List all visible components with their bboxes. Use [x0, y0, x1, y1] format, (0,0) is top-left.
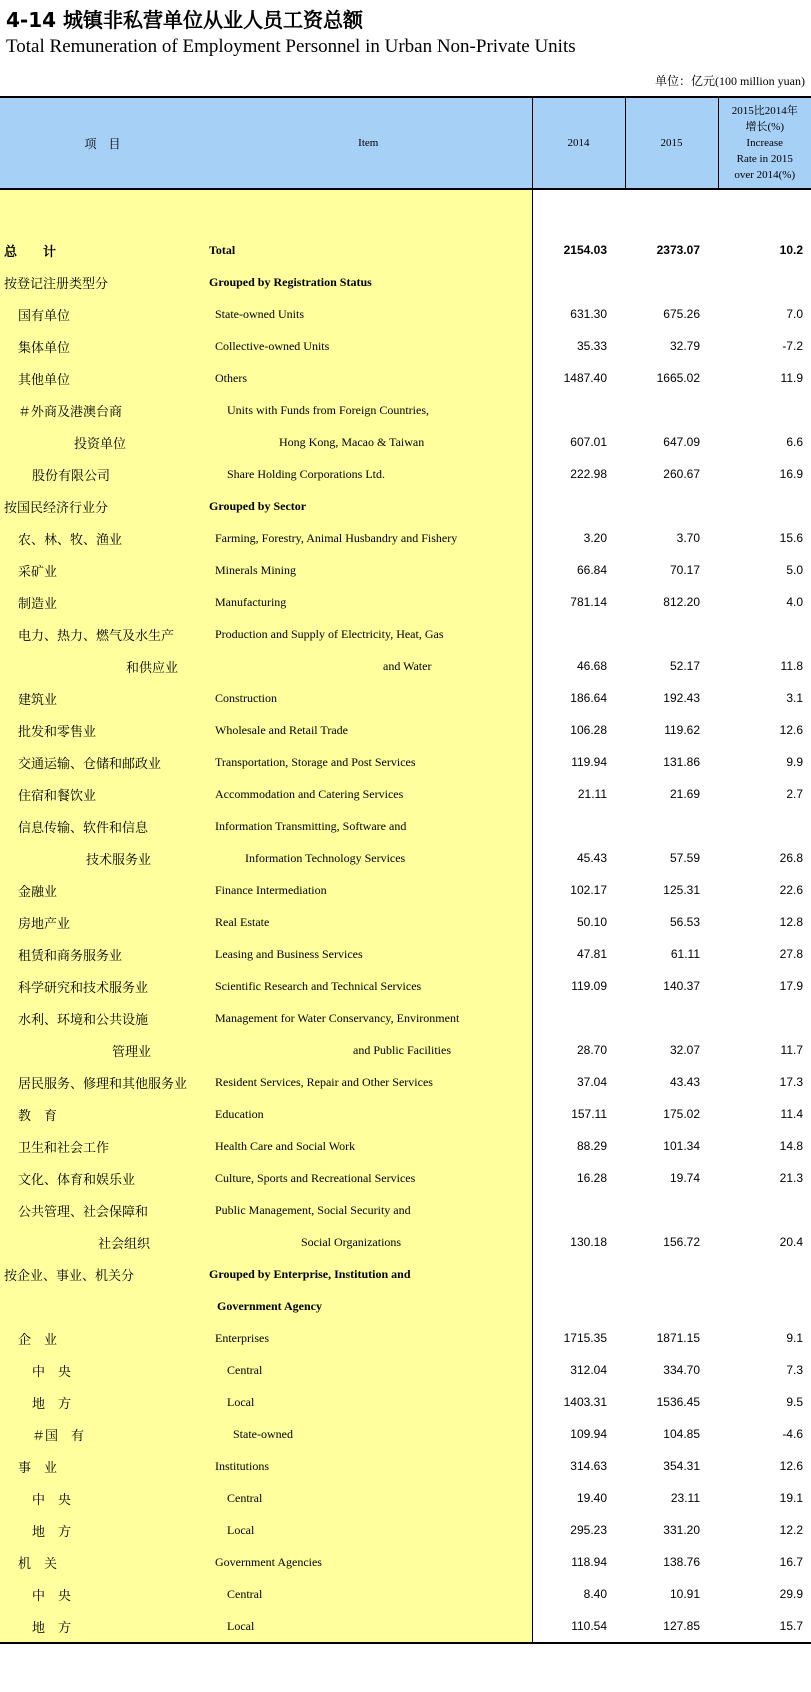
spacer-cell [625, 189, 718, 234]
value-2014: 631.30 [570, 307, 607, 321]
change-rate: 9.5 [786, 1395, 803, 1409]
value-2014: 35.33 [576, 339, 607, 353]
change-rate: 2.7 [786, 787, 803, 801]
change-rate: 16.7 [779, 1555, 803, 1569]
row-label-en: Health Care and Social Work [205, 1130, 532, 1162]
row-label-en: Information Transmitting, Software and [205, 810, 532, 842]
change-rate: 22.6 [779, 883, 803, 897]
change-rate: 27.8 [779, 947, 803, 961]
table-row [0, 1034, 811, 1066]
change-rate: 11.8 [780, 659, 803, 673]
table-row [0, 682, 811, 714]
value-2014: 102.17 [570, 883, 607, 897]
table-row [0, 650, 811, 682]
row-label-cn: ＃国 有 [0, 1418, 205, 1450]
row-label-en: Minerals Mining [205, 554, 532, 586]
row-label-en: Grouped by Enterprise, Institution and [205, 1258, 532, 1290]
value-2015: 70.17 [669, 563, 700, 577]
header-change-line-1: 2015比2014年 [731, 105, 798, 117]
value-2014: 222.98 [570, 467, 607, 481]
change-rate: 17.9 [779, 979, 803, 993]
value-2015: 3.70 [676, 531, 700, 545]
table-title-en: Total Remuneration of Employment Personnel in Urban Non-Private Units [6, 36, 576, 57]
change-rate: 11.9 [780, 371, 803, 385]
table-row [0, 330, 811, 362]
value-2015 [625, 618, 718, 650]
table-row [0, 394, 811, 426]
value-2014: 3.20 [583, 531, 607, 545]
value-2014 [532, 266, 625, 298]
row-label-cn: 国有单位 [0, 298, 205, 330]
table-row [0, 1450, 811, 1482]
table-row [0, 586, 811, 618]
value-2015 [625, 810, 718, 842]
value-2014: 109.94 [570, 1427, 607, 1441]
table-row [0, 1578, 811, 1610]
value-2015: 156.72 [663, 1235, 700, 1249]
value-2014 [532, 1290, 625, 1322]
change-rate: 14.8 [779, 1139, 803, 1153]
row-label-cn: 地 方 [0, 1514, 205, 1546]
row-label-cn: 管理业 [0, 1034, 205, 1066]
change-rate [718, 266, 811, 298]
spacer-row [0, 189, 811, 234]
table-header [0, 97, 811, 189]
table-row [0, 746, 811, 778]
row-label-cn: 采矿业 [0, 554, 205, 586]
value-2014: 16.28 [576, 1171, 607, 1185]
change-rate [718, 810, 811, 842]
change-rate: 5.0 [786, 563, 803, 577]
change-rate: 12.6 [779, 1459, 803, 1473]
change-rate: 29.9 [779, 1587, 803, 1601]
value-2015: 354.31 [663, 1459, 700, 1473]
row-label-cn: 中 央 [0, 1482, 205, 1514]
row-label-en: Culture, Sports and Recreational Services [205, 1162, 532, 1194]
value-2015: 19.74 [669, 1171, 700, 1185]
row-label-en: and Public Facilities [205, 1034, 532, 1066]
table-row [0, 1546, 811, 1578]
row-label-en: Units with Funds from Foreign Countries, [205, 394, 532, 426]
change-rate: 4.0 [786, 595, 803, 609]
table-row [0, 874, 811, 906]
header-year-2014: 2014 [532, 97, 625, 189]
value-2014: 1715.35 [563, 1331, 607, 1345]
row-label-cn: 地 方 [0, 1610, 205, 1643]
change-rate: 15.7 [718, 1610, 811, 1643]
change-rate: 15.6 [779, 531, 803, 545]
row-label-en: Government Agency [205, 1290, 532, 1322]
unit-label: 单位：亿元(100 million yuan) [655, 74, 805, 88]
value-2014: 312.04 [570, 1363, 607, 1377]
row-label-en: Hong Kong, Macao & Taiwan [205, 426, 532, 458]
change-rate: 17.3 [779, 1075, 803, 1089]
change-rate [718, 1194, 811, 1226]
header-item-cn: 项 目 [0, 97, 205, 189]
header-change-line-5: over 2014(%) [734, 169, 796, 181]
value-2014 [532, 394, 625, 426]
value-2014: 21.11 [577, 787, 607, 801]
table-row [0, 714, 811, 746]
table-row [0, 1418, 811, 1450]
value-2015: 101.34 [663, 1139, 700, 1153]
row-label-en: Management for Water Conservancy, Environment [205, 1002, 532, 1034]
row-label-en: Enterprises [205, 1322, 532, 1354]
change-rate: -7.2 [782, 339, 803, 353]
change-rate: 19.1 [779, 1491, 803, 1505]
row-label-en: Leasing and Business Services [205, 938, 532, 970]
table-row [0, 1002, 811, 1034]
change-rate: 20.4 [779, 1235, 803, 1249]
value-2014: 110.54 [532, 1610, 625, 1643]
spacer-cell [0, 189, 205, 234]
spacer-cell [532, 189, 625, 234]
header-item-en: Item [205, 97, 532, 189]
value-2015 [625, 1194, 718, 1226]
row-label-en: State-owned [205, 1418, 532, 1450]
table-row [0, 1290, 811, 1322]
table-row [0, 362, 811, 394]
header-change-line-4: Rate in 2015 [736, 153, 793, 165]
value-2015 [625, 1258, 718, 1290]
value-2015: 140.37 [663, 979, 700, 993]
change-rate [718, 490, 811, 522]
table-row [0, 1322, 811, 1354]
change-rate: 9.1 [786, 1331, 803, 1345]
row-label-en: Wholesale and Retail Trade [205, 714, 532, 746]
row-label-en: Grouped by Registration Status [205, 266, 532, 298]
value-2015 [625, 1290, 718, 1322]
row-label-cn: 卫生和社会工作 [0, 1130, 205, 1162]
table-row [0, 1258, 811, 1290]
row-label-cn: 技术服务业 [0, 842, 205, 874]
row-label-cn: ＃外商及港澳台商 [0, 394, 205, 426]
row-label-en: Local [205, 1610, 532, 1643]
row-label-en: Manufacturing [205, 586, 532, 618]
table-row [0, 266, 811, 298]
table-row [0, 1130, 811, 1162]
row-label-cn: 建筑业 [0, 682, 205, 714]
row-label-en: Social Organizations [205, 1226, 532, 1258]
row-label-cn: 按登记注册类型分 [0, 266, 205, 298]
row-label-cn: 社会组织 [0, 1226, 205, 1258]
row-label-en: Finance Intermediation [205, 874, 532, 906]
table-row [0, 426, 811, 458]
change-rate: 12.6 [779, 723, 803, 737]
spacer-cell [205, 189, 532, 234]
row-label-cn: 投资单位 [0, 426, 205, 458]
value-2015: 32.79 [669, 339, 700, 353]
row-label-en: Resident Services, Repair and Other Services [205, 1066, 532, 1098]
table-row [0, 1354, 811, 1386]
row-label-en: Accommodation and Catering Services [205, 778, 532, 810]
value-2015: 56.53 [669, 915, 700, 929]
table-row [0, 938, 811, 970]
row-label-cn: 制造业 [0, 586, 205, 618]
table-row [0, 554, 811, 586]
value-2014: 186.64 [570, 691, 607, 705]
table-row [0, 1514, 811, 1546]
row-label-cn: 教 育 [0, 1098, 205, 1130]
row-label-en: Production and Supply of Electricity, Heat, Gas [205, 618, 532, 650]
row-label-en: Others [205, 362, 532, 394]
table-row [0, 906, 811, 938]
table-title-cn: 4-14 城镇非私营单位从业人员工资总额 [6, 8, 364, 32]
change-rate: 16.9 [779, 467, 803, 481]
value-2015: 1536.45 [656, 1395, 700, 1409]
value-2014: 295.23 [570, 1523, 607, 1537]
row-label-en: State-owned Units [205, 298, 532, 330]
value-2015: 43.43 [669, 1075, 700, 1089]
change-rate: 7.3 [786, 1363, 803, 1377]
value-2014: 157.11 [571, 1107, 607, 1121]
row-label-cn: 集体单位 [0, 330, 205, 362]
value-2015 [625, 266, 718, 298]
value-2014: 46.68 [576, 659, 607, 673]
row-label-cn: 事 业 [0, 1450, 205, 1482]
row-label-en: Central [205, 1482, 532, 1514]
value-2014: 106.28 [570, 723, 607, 737]
row-label-en: Information Technology Services [205, 842, 532, 874]
table-row [0, 458, 811, 490]
change-rate: 26.8 [779, 851, 803, 865]
value-2015: 2373.07 [656, 243, 700, 257]
change-rate: 21.3 [779, 1171, 803, 1185]
value-2014 [532, 1002, 625, 1034]
value-2014: 2154.03 [563, 243, 607, 257]
row-label-cn: 批发和零售业 [0, 714, 205, 746]
value-2015: 1871.15 [656, 1331, 700, 1345]
row-label-en: Total [205, 234, 532, 266]
value-2014: 118.94 [571, 1555, 607, 1569]
change-rate: 9.9 [786, 755, 803, 769]
row-label-en: Grouped by Sector [205, 490, 532, 522]
data-table [0, 96, 811, 1644]
table-row [0, 1610, 811, 1643]
value-2014: 19.40 [576, 1491, 607, 1505]
value-2015: 21.69 [669, 787, 700, 801]
value-2015: 127.85 [625, 1610, 718, 1643]
value-2014 [532, 1258, 625, 1290]
value-2015: 104.85 [663, 1427, 700, 1441]
row-label-cn: 金融业 [0, 874, 205, 906]
row-label-en: and Water [205, 650, 532, 682]
value-2015: 138.76 [663, 1555, 700, 1569]
value-2014: 50.10 [576, 915, 607, 929]
row-label-cn: 中 央 [0, 1578, 205, 1610]
value-2014: 66.84 [576, 563, 607, 577]
value-2015: 61.11 [670, 947, 700, 961]
row-label-en: Collective-owned Units [205, 330, 532, 362]
change-rate: 3.1 [786, 691, 803, 705]
value-2014: 8.40 [583, 1587, 607, 1601]
value-2015: 647.09 [663, 435, 700, 449]
change-rate: 6.6 [786, 435, 803, 449]
table-row [0, 1386, 811, 1418]
row-label-cn: 机 关 [0, 1546, 205, 1578]
row-label-en: Transportation, Storage and Post Services [205, 746, 532, 778]
value-2015: 260.67 [663, 467, 700, 481]
row-label-en: Local [205, 1386, 532, 1418]
value-2014: 47.81 [576, 947, 607, 961]
row-label-cn: 中 央 [0, 1354, 205, 1386]
table-row [0, 970, 811, 1002]
value-2015: 131.86 [663, 755, 700, 769]
value-2015: 23.11 [670, 1491, 700, 1505]
value-2015: 192.43 [663, 691, 700, 705]
table-row [0, 1482, 811, 1514]
value-2014 [532, 1194, 625, 1226]
value-2014: 607.01 [570, 435, 607, 449]
change-rate: 11.4 [780, 1107, 803, 1121]
row-label-en: Institutions [205, 1450, 532, 1482]
row-label-en: Education [205, 1098, 532, 1130]
value-2014: 28.70 [576, 1043, 607, 1057]
row-label-cn: 电力、热力、燃气及水生产 [0, 618, 205, 650]
value-2015: 57.59 [669, 851, 700, 865]
row-label-cn: 居民服务、修理和其他服务业 [0, 1066, 205, 1098]
value-2015: 331.20 [663, 1523, 700, 1537]
value-2014: 130.18 [570, 1235, 607, 1249]
row-label-en: Scientific Research and Technical Services [205, 970, 532, 1002]
table-row [0, 618, 811, 650]
spacer-cell [718, 189, 811, 234]
value-2015: 175.02 [663, 1107, 700, 1121]
row-label-cn: 股份有限公司 [0, 458, 205, 490]
change-rate [718, 1002, 811, 1034]
row-label-cn: 地 方 [0, 1386, 205, 1418]
value-2014 [532, 810, 625, 842]
table-row [0, 490, 811, 522]
row-label-en: Government Agencies [205, 1546, 532, 1578]
value-2014 [532, 618, 625, 650]
row-label-cn: 公共管理、社会保障和 [0, 1194, 205, 1226]
row-label-cn: 文化、体育和娱乐业 [0, 1162, 205, 1194]
value-2015: 1665.02 [656, 371, 700, 385]
change-rate: 11.7 [780, 1043, 803, 1057]
value-2015: 334.70 [663, 1363, 700, 1377]
row-label-cn: 和供应业 [0, 650, 205, 682]
value-2015 [625, 394, 718, 426]
value-2014: 314.63 [570, 1459, 607, 1473]
change-rate [718, 618, 811, 650]
table-row [0, 810, 811, 842]
value-2014: 1487.40 [563, 371, 607, 385]
change-rate [718, 394, 811, 426]
table-row [0, 778, 811, 810]
value-2015 [625, 1002, 718, 1034]
row-label-en: Local [205, 1514, 532, 1546]
value-2014: 88.29 [576, 1139, 607, 1153]
row-label-en: Public Management, Social Security and [205, 1194, 532, 1226]
value-2014: 45.43 [576, 851, 607, 865]
row-label-cn: 住宿和餐饮业 [0, 778, 205, 810]
row-label-cn: 企 业 [0, 1322, 205, 1354]
change-rate [718, 1290, 811, 1322]
value-2014: 119.94 [571, 755, 607, 769]
row-label-cn: 交通运输、仓储和邮政业 [0, 746, 205, 778]
table-row [0, 1066, 811, 1098]
row-label-cn: 按企业、事业、机关分 [0, 1258, 205, 1290]
value-2014: 781.14 [570, 595, 607, 609]
change-rate: -4.6 [782, 1427, 803, 1441]
row-label-cn: 房地产业 [0, 906, 205, 938]
value-2015: 10.91 [669, 1587, 700, 1601]
change-rate: 7.0 [786, 307, 803, 321]
row-label-en: Construction [205, 682, 532, 714]
value-2015: 32.07 [669, 1043, 700, 1057]
table-row [0, 234, 811, 266]
row-label-cn: 科学研究和技术服务业 [0, 970, 205, 1002]
header-year-2015: 2015 [625, 97, 718, 189]
value-2014: 119.09 [571, 979, 607, 993]
table-row [0, 1098, 811, 1130]
change-rate: 12.8 [779, 915, 803, 929]
value-2015: 812.20 [663, 595, 700, 609]
value-2015: 675.26 [663, 307, 700, 321]
row-label-cn: 水利、环境和公共设施 [0, 1002, 205, 1034]
row-label-cn: 按国民经济行业分 [0, 490, 205, 522]
header-change-rate [718, 97, 811, 189]
change-rate: 10.2 [779, 243, 803, 257]
row-label-cn: 其他单位 [0, 362, 205, 394]
value-2014: 37.04 [576, 1075, 607, 1089]
table-row [0, 1226, 811, 1258]
row-label-en: Real Estate [205, 906, 532, 938]
row-label-en: Share Holding Corporations Ltd. [205, 458, 532, 490]
row-label-cn: 农、林、牧、渔业 [0, 522, 205, 554]
table-row [0, 1194, 811, 1226]
table-row [0, 298, 811, 330]
table-body [0, 189, 811, 1643]
value-2015: 125.31 [663, 883, 700, 897]
row-label-cn [0, 1290, 205, 1322]
row-label-en: Central [205, 1354, 532, 1386]
row-label-cn: 租赁和商务服务业 [0, 938, 205, 970]
row-label-en: Farming, Forestry, Animal Husbandry and Fishery [205, 522, 532, 554]
table-row [0, 522, 811, 554]
value-2014 [532, 490, 625, 522]
row-label-cn: 信息传输、软件和信息 [0, 810, 205, 842]
value-2015: 52.17 [669, 659, 700, 673]
change-rate: 12.2 [779, 1523, 803, 1537]
table-row [0, 842, 811, 874]
value-2014: 1403.31 [563, 1395, 607, 1409]
row-label-cn: 总 计 [0, 234, 205, 266]
value-2015 [625, 490, 718, 522]
row-label-en: Central [205, 1578, 532, 1610]
header-change-line-3: Increase [746, 137, 784, 149]
header-row [0, 97, 811, 189]
table-row [0, 1162, 811, 1194]
header-change-line-2: 增长(%) [745, 121, 784, 133]
change-rate [718, 1258, 811, 1290]
value-2015: 119.62 [664, 723, 700, 737]
